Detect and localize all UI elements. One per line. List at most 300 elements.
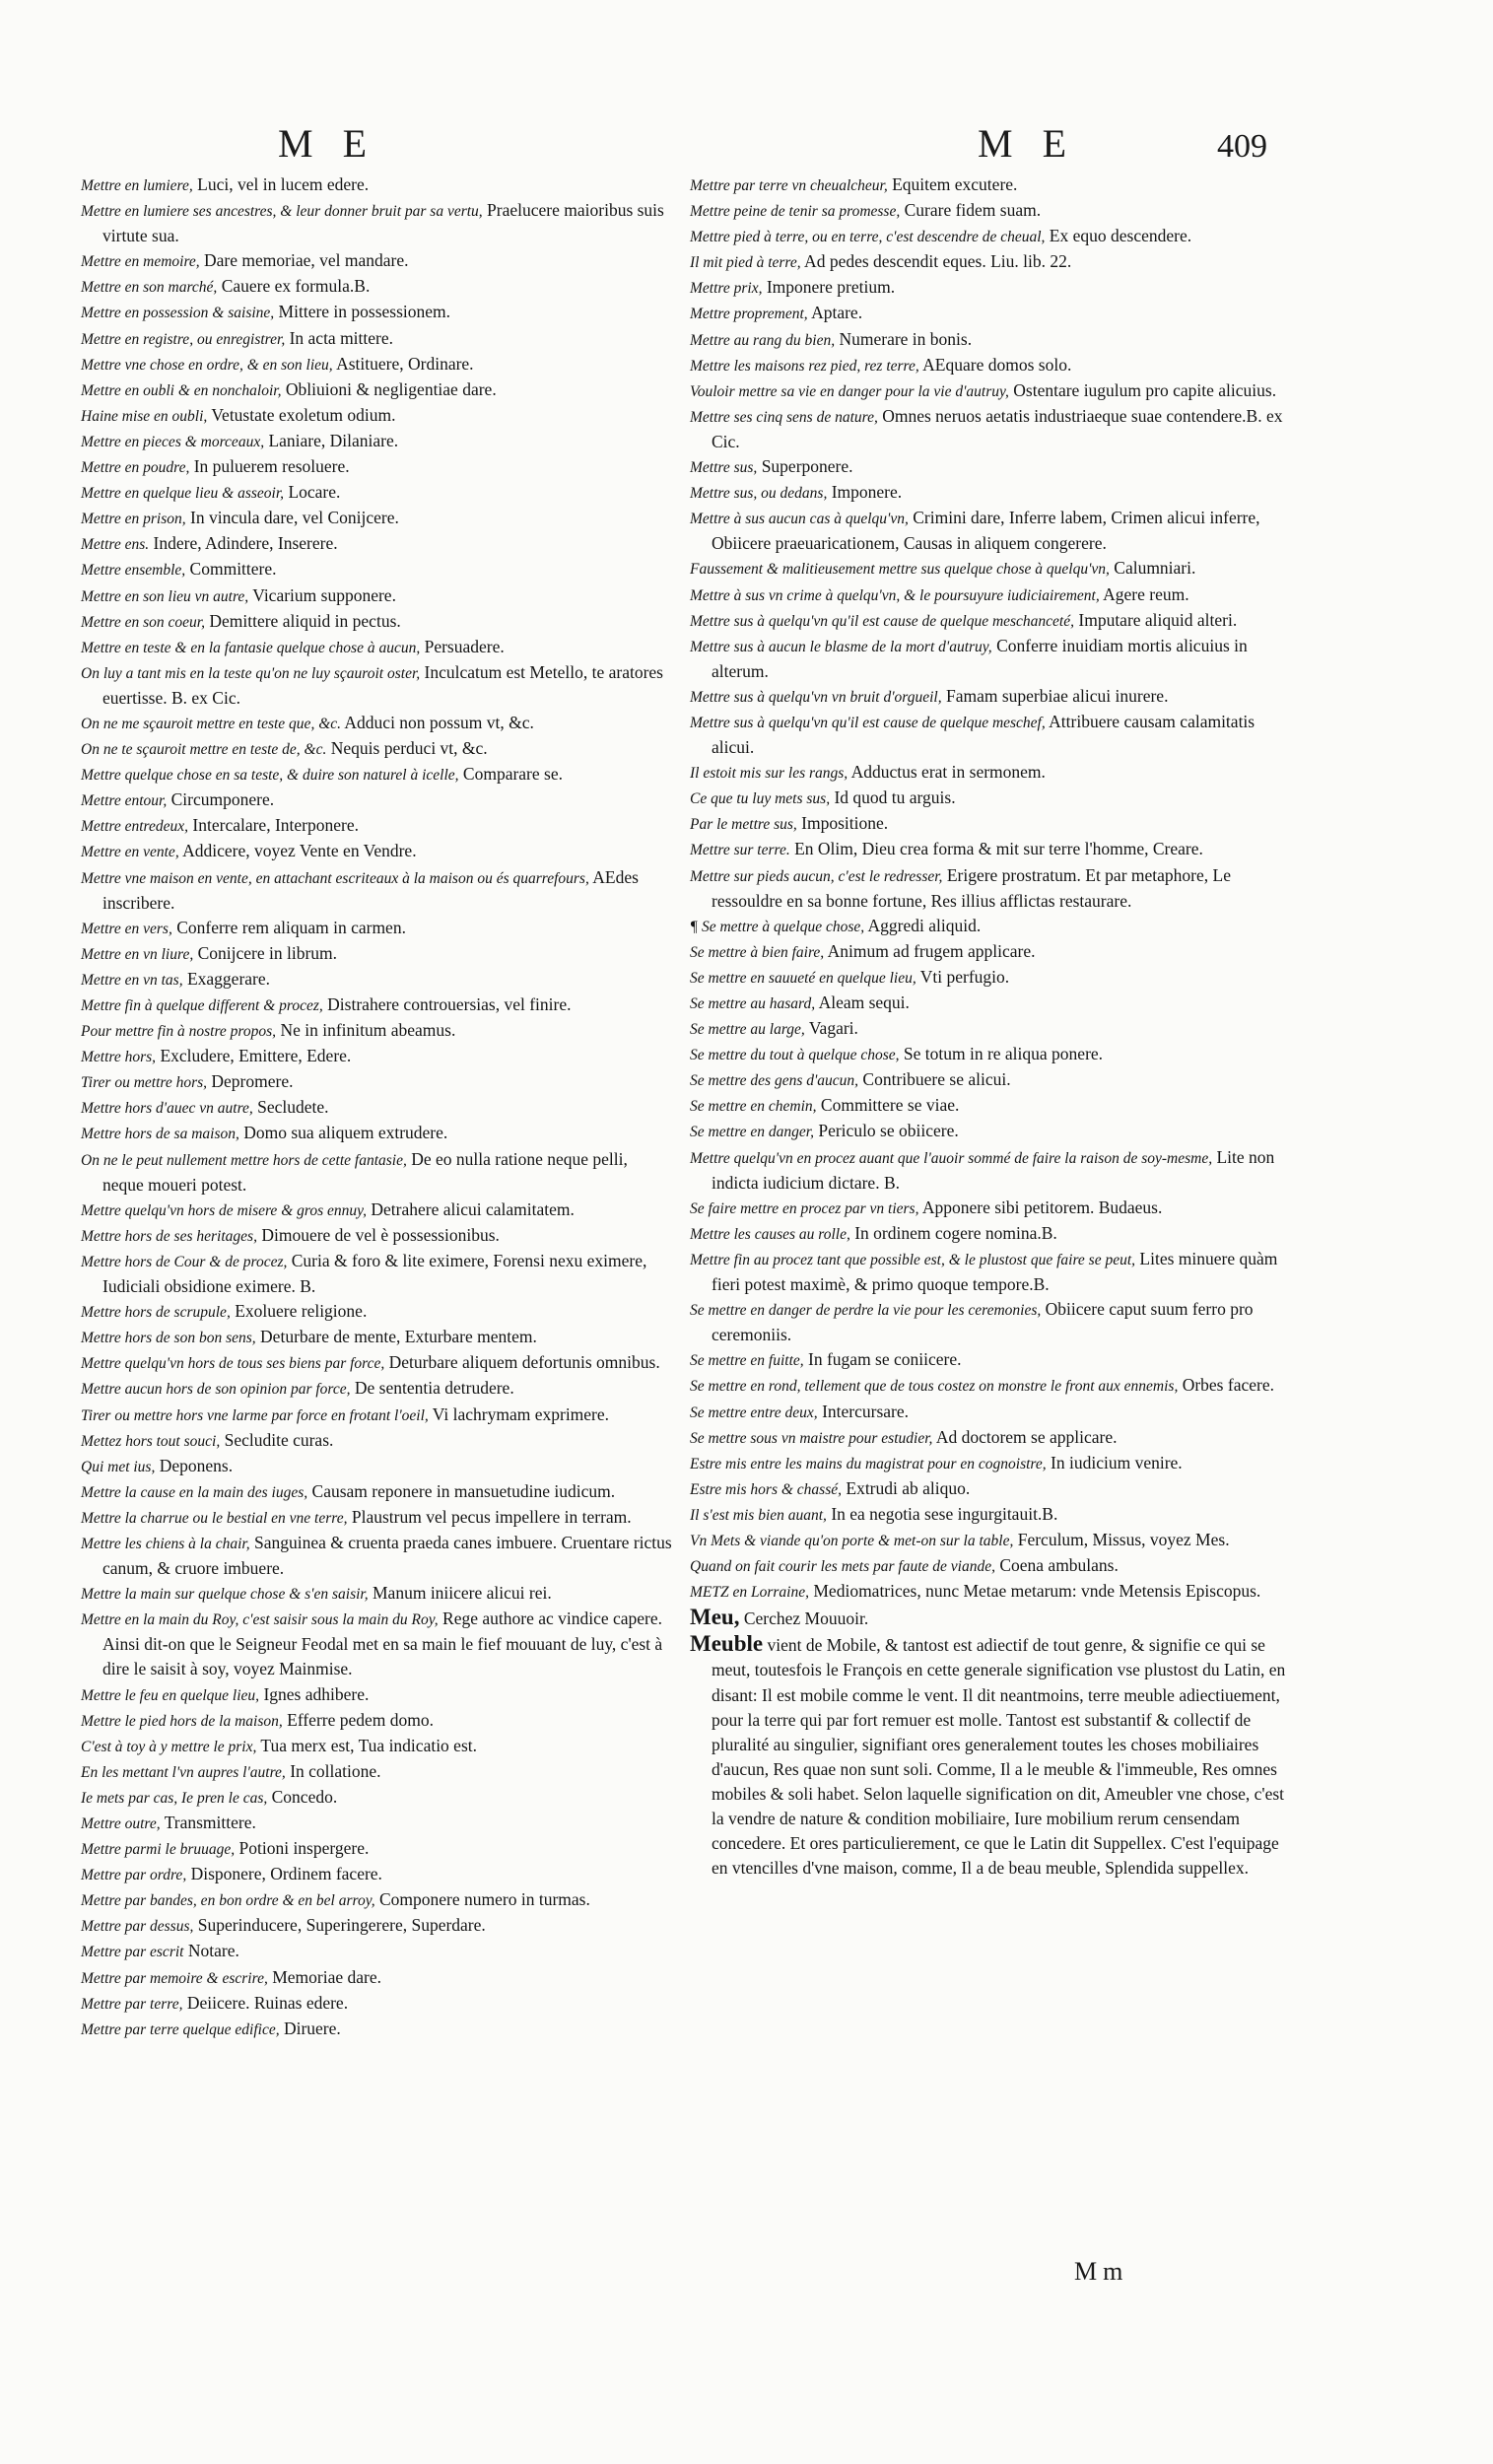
entry-translation: Cerchez Mouuoir. <box>739 1608 869 1629</box>
dictionary-entry <box>81 1734 672 1759</box>
entry-translation: Impositione. <box>796 813 889 834</box>
entry-headword: Haine mise en oubli, <box>81 407 208 425</box>
entry-translation: Contribuere se alicui. <box>858 1069 1011 1090</box>
entry-translation: Extrudi ab aliquo. <box>842 1477 971 1498</box>
entry-headword: Mettre peine de tenir sa promesse, <box>690 203 901 221</box>
entry-translation: Adductus erat in sermonem. <box>848 762 1046 783</box>
dictionary-entry <box>81 1505 672 1531</box>
entry-translation: Calumniari. <box>1109 558 1196 579</box>
entry-headword: Mettre sus à quelqu'vn vn bruit d'orgueil, <box>690 688 942 706</box>
dictionary-entry <box>690 863 1291 914</box>
entry-translation: Ad doctorem se applicare. <box>932 1426 1118 1447</box>
entry-translation: Lites minuere quàm fieri potest maximè, & primo quoque tempore.B. <box>712 1248 1278 1295</box>
entry-headword: Mettre ensemble, <box>81 562 186 580</box>
entry-translation: Se totum in re aliqua ponere. <box>899 1044 1104 1064</box>
entry-translation: Mediomatrices, nunc Metae metarum: vnde Metensis Episcopus. <box>809 1581 1261 1602</box>
dictionary-entry <box>690 404 1291 454</box>
dictionary-entry <box>690 1631 1291 1881</box>
entry-translation: In collatione. <box>285 1760 381 1781</box>
page-number: 409 <box>1217 128 1267 165</box>
entry-translation: Superponere. <box>757 456 853 477</box>
entry-translation: Sanguinea & cruenta praeda canes imbuere. Cruentare rictus canum, & cruore imbuere. <box>102 1532 672 1579</box>
dictionary-entry <box>690 454 1291 480</box>
entry-headword: Mettre à sus aucun cas à quelqu'vn, <box>690 511 909 528</box>
dictionary-entry <box>690 1042 1291 1067</box>
entry-headword: Mettre la charrue ou le bestial en vne terre, <box>81 1509 348 1527</box>
entry-translation: Causam reponere in mansuetudine iudicum. <box>307 1480 616 1501</box>
entry-headword: Ce que tu luy mets sus, <box>690 790 831 808</box>
dictionary-entry <box>81 1069 672 1095</box>
dictionary-entry <box>690 224 1291 249</box>
dictionary-entry <box>690 378 1291 404</box>
entry-headword: Mettre entour, <box>81 792 168 810</box>
dictionary-entry <box>690 1093 1291 1119</box>
entry-headword: Mettre aucun hors de son opinion par force, <box>81 1381 351 1399</box>
entry-translation: Diruere. <box>279 2018 341 2038</box>
entry-headword: Mettre en vente, <box>81 844 179 861</box>
entry-headword: Mettre hors de ses heritages, <box>81 1227 257 1245</box>
entry-headword: Mettre par ordre, <box>81 1867 187 1884</box>
dictionary-entry <box>690 991 1291 1016</box>
entry-translation: Laniare, Dilaniare. <box>264 430 399 450</box>
dictionary-entry <box>690 760 1291 786</box>
dictionary-entry <box>690 837 1291 862</box>
entry-headword: Mettre en son coeur, <box>81 613 205 631</box>
entry-headword: Mettre par escrit <box>81 1944 184 1961</box>
entry-translation: Deiicere. Ruinas edere. <box>182 1992 349 2013</box>
dictionary-entry <box>690 1553 1291 1579</box>
dictionary-entry <box>81 1939 672 1964</box>
entry-translation: Attribuere causam calamitatis alicui. <box>712 711 1255 758</box>
dictionary-entry <box>81 787 672 813</box>
entry-translation: In fugam se coniicere. <box>803 1349 962 1370</box>
dictionary-entry <box>690 198 1291 224</box>
dictionary-entry <box>81 1479 672 1505</box>
dictionary-entry <box>81 326 672 352</box>
entry-headword: Se mettre au hasard, <box>690 995 816 1012</box>
entry-translation: Animum ad frugem applicare. <box>824 940 1036 961</box>
entry-translation: Praelucere maioribus suis virtute sua. <box>102 200 664 246</box>
dictionary-entry <box>81 352 672 377</box>
dictionary-entry <box>690 1119 1291 1144</box>
entry-translation: Ex equo descendere. <box>1045 226 1192 246</box>
entry-translation: Rege authore ac vindice capere. Ainsi dit-on que le Seigneur Feodal met en sa main le fief mouuant de luy, c'est à dire le saisit à soy, voyez Mainmise. <box>102 1608 663 1679</box>
entry-headword: Pour mettre fin à nostre propos, <box>81 1023 277 1041</box>
entry-headword: Se faire mettre en procez par vn tiers, <box>690 1199 919 1217</box>
dictionary-entry <box>81 1044 672 1069</box>
entry-translation: Vagari. <box>804 1018 858 1039</box>
dictionary-entry <box>81 1018 672 1044</box>
dictionary-entry <box>690 811 1291 837</box>
entry-translation: Famam superbiae alicui inurere. <box>941 685 1169 706</box>
entry-headword: Mettre en la main du Roy, c'est saisir sous la main du Roy, <box>81 1611 439 1629</box>
dictionary-entry <box>81 813 672 839</box>
entry-translation: Plaustrum vel pecus impellere in terram. <box>347 1506 632 1527</box>
entry-translation: Demittere aliquid in pectus. <box>204 610 401 631</box>
entry-headword: Mettre en oubli & en nonchaloir, <box>81 381 282 399</box>
entry-translation: Crimini dare, Inferre labem, Crimen alicui inferre, Obiicere praeuaricationem, Causas in aliquem congerere. <box>712 508 1260 554</box>
dictionary-entry <box>690 1528 1291 1553</box>
entry-headword: Mettre en memoire, <box>81 253 200 271</box>
left-column <box>81 172 672 2042</box>
dictionary-entry <box>690 684 1291 710</box>
entry-headword: On luy a tant mis en la teste qu'on ne luy sçauroit oster, <box>81 664 421 682</box>
entry-translation: In iudicium venire. <box>1046 1452 1183 1472</box>
entry-headword: Mettre hors de son bon sens, <box>81 1330 256 1347</box>
dictionary-entry <box>81 916 672 941</box>
dictionary-entry <box>81 736 672 762</box>
dictionary-entry <box>690 1451 1291 1476</box>
entry-headword: Mettre parmi le bruuage, <box>81 1841 236 1859</box>
right-column <box>690 172 1291 1881</box>
entry-headword: On ne le peut nullement mettre hors de cette fantasie, <box>81 1151 407 1169</box>
entry-translation: Ignes adhibere. <box>259 1683 370 1704</box>
entry-translation: Orbes facere. <box>1178 1375 1274 1396</box>
entry-headword: Mettre prix, <box>690 280 763 298</box>
entry-headword: Mettre outre, <box>81 1815 161 1832</box>
entry-headword: Mettre sus, <box>690 459 758 477</box>
entry-translation: De sententia detrudere. <box>350 1378 514 1399</box>
entry-translation: Comparare se. <box>458 764 563 785</box>
entry-headword: Il s'est mis bien auant, <box>690 1506 827 1524</box>
entry-headword: ¶ Se mettre à quelque chose, <box>690 918 865 935</box>
dictionary-entry <box>81 1147 672 1198</box>
entry-headword: Mettre vne chose en ordre, & en son lieu, <box>81 356 333 374</box>
entry-headword: Mettre hors de sa maison, <box>81 1126 239 1143</box>
entry-headword: Mettre en vn liure, <box>81 945 194 963</box>
dictionary-entry <box>81 992 672 1018</box>
dictionary-entry <box>81 1121 672 1146</box>
dictionary-entry <box>81 1299 672 1325</box>
entry-translation: Equitem excutere. <box>887 174 1018 194</box>
dictionary-entry <box>81 1836 672 1862</box>
dictionary-entry <box>81 377 672 403</box>
entry-translation: En Olim, Dieu crea forma & mit sur terre l'homme, Creare. <box>789 839 1203 859</box>
dictionary-entry <box>81 1403 672 1428</box>
dictionary-entry <box>81 583 672 609</box>
dictionary-entry <box>690 608 1291 634</box>
dictionary-entry <box>81 1785 672 1811</box>
entry-translation: Dimouere de vel è possessionibus. <box>256 1224 500 1245</box>
dictionary-entry <box>81 480 672 506</box>
dictionary-entry <box>690 965 1291 991</box>
entry-translation: Distrahere controuersias, vel finire. <box>322 994 572 1014</box>
dictionary-entry <box>81 1531 672 1581</box>
dictionary-entry <box>81 635 672 660</box>
entry-translation: vient de Mobile, & tantost est adiectif de tout genre, & signifie ce qui se meut, toutesfois le François en cette generale signification vse plustost du Latin, en disant: Il est mobile comme le vent. Il dit neantmoins, terre meuble adiectiuement, pour la terre qui par fort remuer est molle. Tantost est substantif & collectif de pluralité au singulier, signifiant ores generalement toutes les choses mobiliaires d'aucun, Res quae non sunt soli. Comme, Il a le meuble & l'immeuble, Res omnes mobiles & soli habet. Selon laquelle signification on dit, Ameubler vne chose, c'est la vendre de nature & condition mobiliaire, Iure mobilium rerum censendam concedere. Et ores particulierement, ce que le Latin dit Suppellex. C'est l'equipage en vtencilles d'vne maison, comme, Il a de beau meuble, Splendida suppellex. <box>712 1635 1286 1879</box>
entry-headword: Mettre en lumiere ses ancestres, & leur donner bruit par sa vertu, <box>81 203 483 221</box>
entry-translation: Aleam sequi. <box>815 992 910 1012</box>
entry-headword: Mettre sus à quelqu'vn qu'il est cause de quelque meschanceté, <box>690 612 1074 630</box>
entry-translation: Notare. <box>183 1941 239 1961</box>
entry-translation: Domo sua aliquem extrudere. <box>238 1123 448 1143</box>
entry-headword: Estre mis hors & chassé, <box>690 1480 842 1498</box>
entry-translation: De eo nulla ratione neque pelli, neque moueri potest. <box>102 1148 628 1195</box>
dictionary-entry <box>690 786 1291 811</box>
entry-translation: In ordinem cogere nomina.B. <box>849 1222 1057 1243</box>
entry-headword: Mettre en teste & en la fantasie quelque chose à aucun, <box>81 639 421 656</box>
dictionary-entry <box>81 865 672 916</box>
entry-translation: Intercursare. <box>817 1401 909 1421</box>
entry-translation: Dare memoriae, vel mandare. <box>199 250 409 271</box>
entry-headword: Mettre en son marché, <box>81 279 218 297</box>
dictionary-entry <box>81 1376 672 1402</box>
entry-headword: Mettre hors, <box>81 1049 157 1066</box>
entry-headword: Mettre en lumiere, <box>81 177 193 194</box>
entry-headword: Mettre sus à quelqu'vn qu'il est cause de quelque meschef, <box>690 714 1046 731</box>
entry-translation: Excludere, Emittere, Edere. <box>156 1046 352 1066</box>
signature-mark: Mm <box>1074 2257 1129 2286</box>
entry-headword: Mettre quelqu'vn en procez auant que l'auoir sommé de faire la raison de soy-mesme, <box>690 1149 1213 1167</box>
dictionary-entry <box>81 762 672 787</box>
entry-translation: Deponens. <box>155 1455 234 1475</box>
dictionary-entry <box>690 1067 1291 1093</box>
dictionary-entry <box>81 839 672 864</box>
entry-headword: Mettre au rang du bien, <box>690 331 836 349</box>
entry-headword: Mettre ens. <box>81 536 150 554</box>
entry-headword: Mettre par dessus, <box>81 1918 194 1936</box>
dictionary-entry <box>81 300 672 325</box>
dictionary-entry <box>690 480 1291 506</box>
entry-translation: Apponere sibi petitorem. Budaeus. <box>918 1197 1163 1217</box>
entry-headword: Mettre en registre, ou enregistrer, <box>81 330 286 348</box>
entry-translation: Secludite curas. <box>220 1429 334 1450</box>
entry-headword: Ie mets par cas, Ie pren le cas, <box>81 1789 268 1807</box>
entry-translation: Adduci non possum vt, &c. <box>341 712 534 732</box>
entry-headword: Mettre le feu en quelque lieu, <box>81 1686 260 1704</box>
entry-translation: Tua merx est, Tua indicatio est. <box>256 1735 477 1755</box>
entry-translation: Aptare. <box>807 303 863 323</box>
dictionary-entry <box>690 301 1291 326</box>
entry-headword: Se mettre en danger de perdre la vie pour les ceremonies, <box>690 1302 1042 1320</box>
entry-translation: Imponere. <box>827 482 903 503</box>
entry-headword: Mettre par memoire & escrire, <box>81 1969 268 1987</box>
dictionary-entry <box>81 172 672 198</box>
dictionary-entry <box>81 1913 672 1939</box>
entry-headword: Se mettre en fuitte, <box>690 1352 804 1370</box>
dictionary-entry <box>690 1373 1291 1399</box>
dictionary-entry <box>81 1887 672 1913</box>
dictionary-entry <box>81 403 672 429</box>
entry-translation: Exaggerare. <box>182 968 271 989</box>
entry-translation: Transmittere. <box>160 1813 256 1832</box>
entry-headword: METZ en Lorraine, <box>690 1584 809 1602</box>
entry-translation: Potioni inspergere. <box>235 1838 370 1859</box>
entry-headword: Mettre hors d'auec vn autre, <box>81 1100 253 1118</box>
entry-headword: Quand on fait courir les mets par faute de viande, <box>690 1558 995 1576</box>
entry-translation: Deturbare aliquem defortunis omnibus. <box>384 1352 660 1373</box>
dictionary-entry <box>81 1249 672 1299</box>
entry-translation: Curia & foro & lite eximere, Forensi nexu eximere, Iudiciali obsidione eximere. B. <box>102 1250 647 1297</box>
entry-translation: Coena ambulans. <box>994 1555 1119 1576</box>
dictionary-entry <box>81 1708 672 1734</box>
entry-translation: In puluerem resoluere. <box>189 456 350 477</box>
entry-translation: Nequis perduci vt, &c. <box>326 738 488 759</box>
entry-translation: Secludete. <box>252 1097 329 1118</box>
entry-translation: Curare fidem suam. <box>900 200 1042 221</box>
entry-translation: Superinducere, Superingerere, Superdare. <box>193 1915 486 1936</box>
dictionary-entry <box>81 1350 672 1376</box>
entry-headword: Qui met ius, <box>81 1458 156 1475</box>
dictionary-entry <box>690 710 1291 760</box>
entry-headword: Mettre sur pieds aucun, c'est le redresser, <box>690 867 943 885</box>
entry-headword: Tirer ou mettre hors, <box>81 1074 208 1092</box>
entry-headword: Mettre par bandes, en bon ordre & en bel arroy, <box>81 1892 375 1910</box>
entry-headword: Mettre la main sur quelque chose & s'en saisir, <box>81 1586 369 1604</box>
dictionary-entry <box>81 1991 672 2017</box>
dictionary-entry <box>690 249 1291 275</box>
dictionary-entry <box>81 660 672 711</box>
dictionary-entry <box>690 1145 1291 1196</box>
dictionary-entry <box>690 1247 1291 1297</box>
entry-headword: Se mettre à bien faire, <box>690 943 825 961</box>
dictionary-entry <box>690 1016 1291 1042</box>
dictionary-entry <box>81 967 672 992</box>
entry-translation: Ferculum, Missus, voyez Mes. <box>1013 1529 1230 1549</box>
entry-headword-large: Meu, <box>690 1605 740 1630</box>
entry-headword: Vn Mets & viande qu'on porte & met-on sur la table, <box>690 1532 1014 1549</box>
entry-headword: Se mettre en chemin, <box>690 1098 817 1116</box>
entry-translation: Lite non indicta iudicium dictare. B. <box>712 1146 1275 1193</box>
dictionary-entry <box>81 429 672 454</box>
entry-translation: Vetustate exoletum odium. <box>207 404 396 425</box>
entry-translation: Imputare aliquid alteri. <box>1074 609 1238 630</box>
entry-translation: Imponere pretium. <box>762 277 896 298</box>
entry-translation: In acta mittere. <box>285 327 394 348</box>
dictionary-entry <box>690 1605 1291 1631</box>
entry-translation: Agere reum. <box>1099 583 1189 604</box>
entry-translation: Componere numero in turmas. <box>374 1889 590 1910</box>
entry-headword: Mettre hors de scrupule, <box>81 1304 231 1322</box>
entry-translation: Periculo se obiicere. <box>813 1121 959 1141</box>
running-head-right: M E <box>978 121 1076 166</box>
dictionary-entry <box>81 1759 672 1785</box>
entry-translation: Aggredi aliquid. <box>864 915 982 935</box>
entry-headword: Mettre en vers, <box>81 920 172 937</box>
dictionary-entry <box>690 634 1291 684</box>
entry-headword: Par le mettre sus, <box>690 816 797 834</box>
entry-translation: Cauere ex formula.B. <box>217 276 371 297</box>
dictionary-entry <box>81 1682 672 1708</box>
dictionary-entry <box>690 1579 1291 1605</box>
dictionary-entry <box>81 711 672 736</box>
entry-translation: Vicarium supponere. <box>248 584 396 605</box>
entry-headword: Mettre hors de Cour & de procez, <box>81 1253 288 1270</box>
dictionary-entry <box>81 198 672 248</box>
dictionary-entry <box>690 1221 1291 1247</box>
entry-headword: Se mettre en rond, tellement que de tous costez on monstre le front aux ennemis, <box>690 1378 1179 1396</box>
entry-headword: Se mettre en danger, <box>690 1124 814 1141</box>
dictionary-entry <box>690 172 1291 198</box>
entry-translation: Deturbare de mente, Exturbare mentem. <box>255 1327 537 1347</box>
dictionary-entry <box>81 1581 672 1607</box>
dictionary-entry <box>690 1347 1291 1373</box>
dictionary-entry <box>690 1476 1291 1502</box>
entry-translation: Numerare in bonis. <box>835 328 973 349</box>
entry-headword: Mettre par terre quelque edifice, <box>81 2020 280 2038</box>
entry-translation: Depromere. <box>207 1071 294 1092</box>
dictionary-entry <box>81 1428 672 1454</box>
entry-translation: Ad pedes descendit eques. Liu. lib. 22. <box>800 251 1072 272</box>
dictionary-entry <box>81 1965 672 1991</box>
dictionary-entry <box>690 1196 1291 1221</box>
dictionary-entry <box>81 248 672 274</box>
dictionary-entry <box>81 2017 672 2042</box>
entry-headword: Mettre en pieces & morceaux, <box>81 433 265 450</box>
dictionary-entry <box>690 327 1291 353</box>
dictionary-entry <box>81 609 672 635</box>
entry-headword: Se mettre sous vn maistre pour estudier, <box>690 1429 933 1447</box>
entry-translation: Inculcatum est Metello, te aratores euertisse. B. ex Cic. <box>102 661 663 708</box>
entry-translation: Addicere, voyez Vente en Vendre. <box>178 841 417 861</box>
entry-translation: Exoluere religione. <box>230 1301 368 1322</box>
entry-headword: Mettre en poudre, <box>81 459 190 477</box>
dictionary-entry <box>690 353 1291 378</box>
entry-headword: Mettre la cause en la main des iuges, <box>81 1483 308 1501</box>
dictionary-entry <box>81 1223 672 1249</box>
dictionary-entry <box>690 506 1291 556</box>
entry-translation: AEdes inscribere. <box>102 866 639 913</box>
entry-headword: Mettre les causes au rolle, <box>690 1225 850 1243</box>
entry-headword: Mettre par terre vn cheualcheur, <box>690 177 888 194</box>
entry-translation: Conijcere in librum. <box>193 942 338 963</box>
entry-translation: Conferre inuidiam mortis alicuius in alterum. <box>712 635 1248 681</box>
dictionary-entry <box>690 1400 1291 1425</box>
entry-translation: Disponere, Ordinem facere. <box>186 1864 382 1884</box>
dictionary-entry <box>81 557 672 582</box>
dictionary-entry <box>690 1502 1291 1528</box>
entry-headword: Mettre entredeux, <box>81 818 189 836</box>
dictionary-entry <box>81 1862 672 1887</box>
entry-headword: Mettre sus à aucun le blasme de la mort d'autruy, <box>690 638 992 655</box>
dictionary-entry <box>81 274 672 300</box>
dictionary-entry <box>81 506 672 531</box>
entry-headword: Mettre vne maison en vente, en attachant escriteaux à la maison ou és quarrefours, <box>81 869 589 887</box>
entry-headword: Mettre en prison, <box>81 511 186 528</box>
entry-headword: Mettre en possession & saisine, <box>81 305 275 322</box>
entry-headword: Il mit pied à terre, <box>690 254 801 272</box>
entry-headword: Mettre ses cinq sens de nature, <box>690 408 878 426</box>
dictionary-entry <box>690 939 1291 965</box>
entry-headword: Il estoit mis sur les rangs, <box>690 765 848 783</box>
entry-headword: Mettre à sus vn crime à quelqu'vn, & le poursuyure iudiciairement, <box>690 586 1100 604</box>
dictionary-entry <box>690 582 1291 608</box>
entry-headword: On ne me sçauroit mettre en teste que, &c. <box>81 715 341 732</box>
dictionary-entry <box>690 275 1291 301</box>
entry-headword: Mettre sus, ou dedans, <box>690 485 828 503</box>
entry-headword-large: Meuble <box>690 1631 764 1657</box>
dictionary-entry <box>81 941 672 967</box>
entry-headword: Mettre le pied hors de la maison, <box>81 1712 283 1730</box>
dictionary-entry <box>690 556 1291 582</box>
entry-headword: Mettre pied à terre, ou en terre, c'est descendre de cheual, <box>690 229 1046 246</box>
entry-headword: Mettre fin à quelque different & procez, <box>81 997 323 1014</box>
entry-translation: Astituere, Ordinare. <box>332 353 474 374</box>
dictionary-entry <box>690 914 1291 939</box>
entry-translation: Obiicere caput suum ferro pro ceremoniis. <box>712 1299 1254 1345</box>
entry-translation: Erigere prostratum. Et par metaphore, Le ressouldre en sa bonne fortune, Res illius afflictas restaurare. <box>712 864 1231 911</box>
entry-headword: Se mettre des gens d'aucun, <box>690 1072 859 1090</box>
entry-headword: Mettre fin au procez tant que possible est, & le plustost que faire se peut, <box>690 1251 1136 1268</box>
entry-headword: Se mettre entre deux, <box>690 1403 818 1421</box>
entry-translation: Ostentare iugulum pro capite alicuius. <box>1008 379 1277 400</box>
entry-translation: Obliuioni & negligentiae dare. <box>281 378 497 399</box>
entry-headword: Se mettre du tout à quelque chose, <box>690 1047 900 1064</box>
entry-translation: Vi lachrymam exprimere. <box>428 1403 610 1424</box>
entry-translation: Memoriae dare. <box>267 1966 381 1987</box>
entry-headword: Mettre en son lieu vn autre, <box>81 587 249 605</box>
entry-translation: Persuadere. <box>420 636 505 656</box>
